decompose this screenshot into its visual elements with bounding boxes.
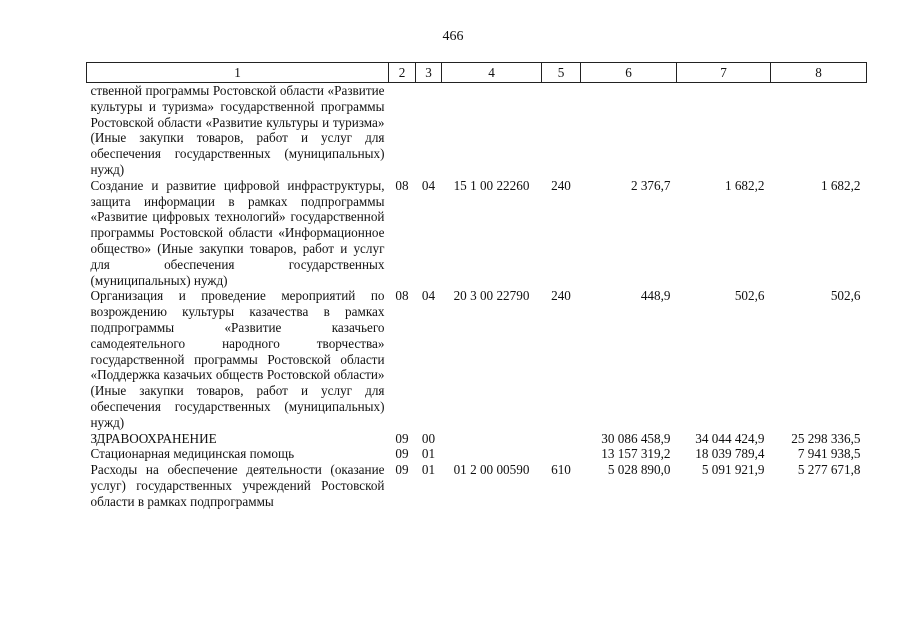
column-header: 5 — [542, 63, 581, 83]
amount-col7: 18 039 789,4 — [695, 446, 765, 462]
expense-type-code — [542, 431, 581, 447]
amount-col6: 30 086 458,9 — [601, 430, 671, 446]
amount-col8: 1 682,2 — [820, 177, 861, 193]
amount-col6: 2 376,7 — [630, 177, 671, 193]
amount-col6: 13 157 319,2 — [601, 446, 671, 462]
amount-col7: 34 044 424,9 — [695, 430, 765, 446]
amount-col8: 25 298 336,5 — [791, 430, 861, 446]
page-number: 466 — [442, 29, 464, 44]
column-header: 3 — [416, 63, 442, 83]
section-code — [389, 83, 416, 178]
row-description: ЗДРАВООХРАНЕНИЕ — [90, 430, 217, 446]
amount-col8 — [771, 83, 867, 178]
column-header: 4 — [442, 63, 542, 83]
section-code: 08 — [395, 288, 409, 304]
amount-col6: 448,9 — [640, 288, 671, 304]
table-row — [87, 431, 867, 447]
target-item-code: 01 2 00 00590 — [453, 462, 530, 478]
target-item-code — [442, 446, 542, 462]
amount-col8: 502,6 — [830, 288, 861, 304]
column-header: 8 — [771, 63, 867, 83]
amount-col7: 502,6 — [734, 288, 765, 304]
row-description: ственной программы Ростовской области «Развитие культуры и туризма» государственной программы Ростовской области «Развитие культуры и туризма» (Иные закупки товаров, работ и услуг для обеспечения государственных (муниципальных) нужд) — [90, 83, 385, 177]
target-item-code — [442, 431, 542, 447]
row-description: Организация и проведение мероприятий по возрождению культуры казачества в рамках подпрограммы «Развитие казачьего самодеятельного народного творчества» государственной программы Ростовской области «Поддержка казачьих обществ Ростовской области» (Иные закупки товаров, работ и услуг для обеспечения государственных (муниципальных) нужд) — [90, 288, 385, 430]
section-code: 09 — [395, 446, 409, 462]
column-header: 1 — [87, 63, 389, 83]
table-row — [87, 83, 867, 178]
column-header: 7 — [677, 63, 771, 83]
section-code: 09 — [395, 462, 409, 478]
subsection-code: 04 — [421, 177, 436, 193]
table-row — [87, 288, 867, 430]
amount-col7: 5 091 921,9 — [701, 462, 765, 478]
expense-type-code — [542, 446, 581, 462]
row-description: Расходы на обеспечение деятельности (оказание услуг) государственных учреждений Ростовской области в рамках подпрограммы — [90, 462, 385, 509]
amount-col7 — [677, 83, 771, 178]
subsection-code — [416, 83, 442, 178]
section-code: 08 — [395, 177, 409, 193]
amount-col6 — [581, 83, 677, 178]
subsection-code: 04 — [421, 288, 436, 304]
target-item-code: 15 1 00 22260 — [453, 177, 530, 193]
table-header-row — [87, 63, 867, 83]
amount-col7: 1 682,2 — [724, 177, 765, 193]
amount-col6: 5 028 890,0 — [607, 462, 671, 478]
budget-table — [86, 62, 867, 510]
subsection-code: 01 — [421, 446, 436, 462]
row-description: Стационарная медицинская помощь — [90, 446, 295, 462]
table-row — [87, 446, 867, 462]
expense-type-code: 240 — [551, 288, 571, 304]
amount-col8: 5 277 671,8 — [797, 462, 861, 478]
target-item-code — [442, 83, 542, 178]
amount-col8: 7 941 938,5 — [797, 446, 861, 462]
column-header: 6 — [581, 63, 677, 83]
table-row — [87, 462, 867, 509]
column-header: 2 — [389, 63, 416, 83]
table-row — [87, 178, 867, 289]
target-item-code: 20 3 00 22790 — [453, 288, 530, 304]
expense-type-code: 610 — [551, 462, 571, 478]
section-code: 09 — [395, 430, 409, 446]
subsection-code: 00 — [421, 430, 436, 446]
expense-type-code — [542, 83, 581, 178]
subsection-code: 01 — [421, 462, 436, 478]
row-description: Создание и развитие цифровой инфраструктуры, защита информации в рамках подпрограммы «Развитие цифровых технологий» государственной программы Ростовской области «Информационное общество» (Иные закупки товаров, работ и услуг для обеспечения государственных (муниципальных) нужд) — [90, 177, 385, 288]
expense-type-code: 240 — [551, 177, 571, 193]
